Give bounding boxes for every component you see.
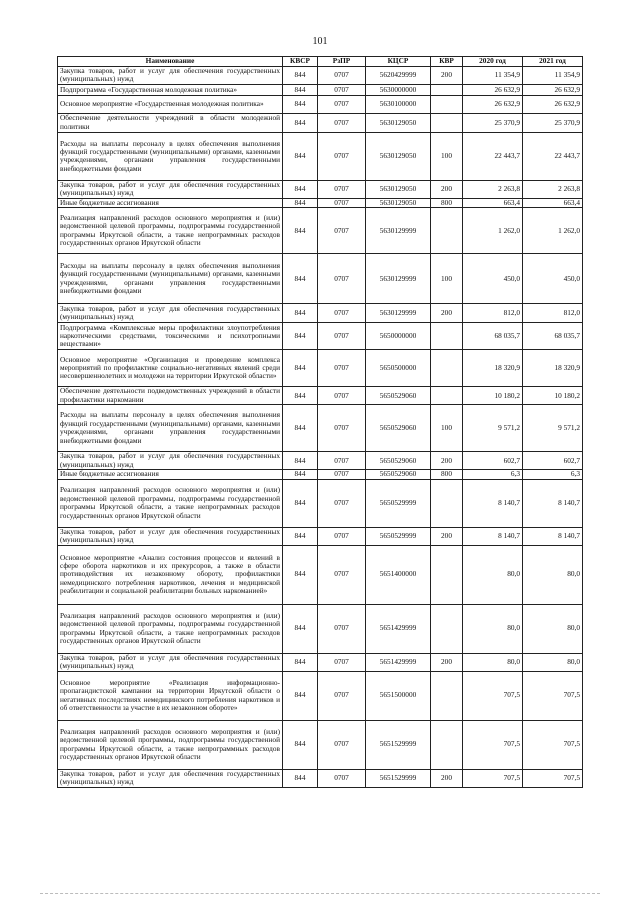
cell-rzpr: 0707 xyxy=(318,527,366,545)
table-row xyxy=(58,323,583,350)
cell-y2021: 68 035,7 xyxy=(523,323,583,350)
cell-kcsr: 5651529999 xyxy=(366,720,431,769)
cell-kcsr: 5650529999 xyxy=(366,479,431,527)
cell-ksr: 844 xyxy=(283,132,318,180)
cell-y2021: 80,0 xyxy=(523,604,583,653)
cell-kcsr: 5651529999 xyxy=(366,769,431,787)
table-row xyxy=(58,254,583,304)
cell-kvr: 200 xyxy=(431,67,463,85)
header-2020: 2020 год xyxy=(463,57,523,67)
cell-kvr: 100 xyxy=(431,254,463,304)
cell-y2021: 18 320,9 xyxy=(523,350,583,387)
cell-kvr: 200 xyxy=(431,452,463,470)
table-row xyxy=(58,479,583,527)
header-2021: 2021 год xyxy=(523,57,583,67)
cell-kvr xyxy=(431,208,463,254)
cell-kcsr: 5651500000 xyxy=(366,671,431,720)
cell-name: Иные бюджетные ассигнования xyxy=(58,198,283,207)
table-row xyxy=(58,95,583,113)
cell-name: Реализация направлений расходов основного мероприятия и (или) ведомственной целевой программы, подпрограммы государственной программы Иркутской области, а также непрограммных расходов государственных органов Иркутской области xyxy=(58,208,283,254)
cell-y2021: 9 571,2 xyxy=(523,405,583,452)
cell-kcsr: 5630129050 xyxy=(366,113,431,132)
cell-y2020: 26 632,9 xyxy=(463,84,523,95)
cell-rzpr: 0707 xyxy=(318,671,366,720)
cell-kcsr: 5650000000 xyxy=(366,323,431,350)
budget-table xyxy=(57,56,583,788)
cell-ksr: 844 xyxy=(283,769,318,787)
cell-ksr: 844 xyxy=(283,113,318,132)
cell-rzpr: 0707 xyxy=(318,132,366,180)
cell-y2021: 80,0 xyxy=(523,653,583,671)
cell-kvr xyxy=(431,84,463,95)
cell-y2020: 812,0 xyxy=(463,304,523,323)
cell-ksr: 844 xyxy=(283,452,318,470)
table-row xyxy=(58,304,583,323)
cell-ksr: 844 xyxy=(283,604,318,653)
cell-kcsr: 5630100000 xyxy=(366,95,431,113)
cell-ksr: 844 xyxy=(283,527,318,545)
cell-y2020: 26 632,9 xyxy=(463,95,523,113)
cell-rzpr: 0707 xyxy=(318,452,366,470)
cell-ksr: 844 xyxy=(283,95,318,113)
cell-rzpr: 0707 xyxy=(318,653,366,671)
cell-rzpr: 0707 xyxy=(318,470,366,479)
cell-name: Реализация направлений расходов основного мероприятия и (или) ведомственной целевой программы, подпрограммы государственной программы Иркутской области, а также непрограммных расходов государственных органов Иркутской области xyxy=(58,720,283,769)
cell-name: Обеспечение деятельности подведомственных учреждений в области профилактики наркомании xyxy=(58,387,283,405)
cell-y2021: 6,3 xyxy=(523,470,583,479)
cell-kvr: 100 xyxy=(431,132,463,180)
cell-name: Подпрограмма «Государственная молодежная политика» xyxy=(58,84,283,95)
cell-kvr xyxy=(431,113,463,132)
table-row xyxy=(58,720,583,769)
cell-rzpr: 0707 xyxy=(318,95,366,113)
cell-y2021: 707,5 xyxy=(523,671,583,720)
cell-kvr: 200 xyxy=(431,180,463,198)
cell-y2021: 26 632,9 xyxy=(523,84,583,95)
cell-y2021: 812,0 xyxy=(523,304,583,323)
table-row xyxy=(58,545,583,604)
cell-y2021: 80,0 xyxy=(523,545,583,604)
cell-rzpr: 0707 xyxy=(318,769,366,787)
cell-y2021: 10 180,2 xyxy=(523,387,583,405)
table-row xyxy=(58,113,583,132)
cell-rzpr: 0707 xyxy=(318,350,366,387)
cell-y2020: 68 035,7 xyxy=(463,323,523,350)
cell-y2020: 11 354,9 xyxy=(463,67,523,85)
cell-kvr: 200 xyxy=(431,304,463,323)
cell-kvr: 800 xyxy=(431,198,463,207)
cell-y2020: 602,7 xyxy=(463,452,523,470)
cell-rzpr: 0707 xyxy=(318,67,366,85)
cell-kvr: 200 xyxy=(431,653,463,671)
cell-name: Реализация направлений расходов основного мероприятия и (или) ведомственной целевой программы, подпрограммы государственной программы Иркутской области, а также непрограммных расходов государственных органов Иркутской области xyxy=(58,479,283,527)
cell-kvr: 800 xyxy=(431,470,463,479)
cell-kcsr: 5630129999 xyxy=(366,208,431,254)
cell-kcsr: 5630129050 xyxy=(366,180,431,198)
cell-kvr xyxy=(431,604,463,653)
cell-rzpr: 0707 xyxy=(318,180,366,198)
cell-rzpr: 0707 xyxy=(318,323,366,350)
cell-ksr: 844 xyxy=(283,84,318,95)
cell-rzpr: 0707 xyxy=(318,84,366,95)
cell-rzpr: 0707 xyxy=(318,604,366,653)
header-rzpr: РзПР xyxy=(318,57,366,67)
cell-name: Обеспечение деятельности учреждений в области молодежной политики xyxy=(58,113,283,132)
table-row xyxy=(58,452,583,470)
cell-ksr: 844 xyxy=(283,653,318,671)
cell-kvr xyxy=(431,350,463,387)
cell-y2020: 707,5 xyxy=(463,720,523,769)
header-name: Наименование xyxy=(58,57,283,67)
cell-name: Закупка товаров, работ и услуг для обеспечения государственных (муниципальных) нужд xyxy=(58,304,283,323)
cell-y2020: 22 443,7 xyxy=(463,132,523,180)
cell-y2021: 8 140,7 xyxy=(523,527,583,545)
cell-ksr: 844 xyxy=(283,304,318,323)
cell-ksr: 844 xyxy=(283,208,318,254)
header-ksr: КВСР xyxy=(283,57,318,67)
cell-y2020: 663,4 xyxy=(463,198,523,207)
cell-y2020: 6,3 xyxy=(463,470,523,479)
cell-y2021: 11 354,9 xyxy=(523,67,583,85)
cell-kvr xyxy=(431,323,463,350)
cell-kcsr: 5630129999 xyxy=(366,304,431,323)
cell-ksr: 844 xyxy=(283,479,318,527)
cell-rzpr: 0707 xyxy=(318,304,366,323)
cell-kcsr: 5630129050 xyxy=(366,198,431,207)
cell-y2020: 2 263,8 xyxy=(463,180,523,198)
cell-name: Основное мероприятие «Государственная молодежная политика» xyxy=(58,95,283,113)
cell-name: Расходы на выплаты персоналу в целях обеспечения выполнения функций государственными (муниципальными) органами, казенными учреждениями, органами управления государственными внебюджетными фондами xyxy=(58,132,283,180)
page-number: 101 xyxy=(312,36,328,47)
cell-kvr xyxy=(431,545,463,604)
cell-ksr: 844 xyxy=(283,198,318,207)
page-bottom-divider xyxy=(40,893,600,894)
cell-y2020: 10 180,2 xyxy=(463,387,523,405)
cell-rzpr: 0707 xyxy=(318,545,366,604)
cell-y2020: 25 370,9 xyxy=(463,113,523,132)
cell-ksr: 844 xyxy=(283,387,318,405)
cell-kvr: 100 xyxy=(431,405,463,452)
cell-y2020: 707,5 xyxy=(463,769,523,787)
cell-y2020: 80,0 xyxy=(463,653,523,671)
cell-ksr: 844 xyxy=(283,323,318,350)
cell-y2020: 80,0 xyxy=(463,545,523,604)
cell-ksr: 844 xyxy=(283,67,318,85)
cell-kcsr: 5650500000 xyxy=(366,350,431,387)
cell-kcsr: 5630129999 xyxy=(366,254,431,304)
cell-kcsr: 5650529060 xyxy=(366,452,431,470)
cell-name: Подпрограмма «Комплексные меры профилактики злоупотребления наркотическими средствами, токсическими и психотропными веществами» xyxy=(58,323,283,350)
table-row xyxy=(58,67,583,85)
cell-ksr: 844 xyxy=(283,180,318,198)
cell-y2021: 602,7 xyxy=(523,452,583,470)
cell-name: Иные бюджетные ассигнования xyxy=(58,470,283,479)
cell-y2021: 25 370,9 xyxy=(523,113,583,132)
cell-kvr xyxy=(431,671,463,720)
cell-kvr xyxy=(431,387,463,405)
cell-kvr xyxy=(431,95,463,113)
cell-kvr: 200 xyxy=(431,769,463,787)
cell-y2021: 8 140,7 xyxy=(523,479,583,527)
cell-ksr: 844 xyxy=(283,545,318,604)
cell-ksr: 844 xyxy=(283,470,318,479)
cell-rzpr: 0707 xyxy=(318,254,366,304)
cell-kcsr: 5651429999 xyxy=(366,604,431,653)
table-row xyxy=(58,604,583,653)
cell-y2021: 663,4 xyxy=(523,198,583,207)
cell-kcsr: 5650529999 xyxy=(366,527,431,545)
cell-y2020: 8 140,7 xyxy=(463,479,523,527)
table-row xyxy=(58,132,583,180)
cell-y2021: 450,0 xyxy=(523,254,583,304)
table-row xyxy=(58,671,583,720)
table-row xyxy=(58,180,583,198)
cell-y2021: 26 632,9 xyxy=(523,95,583,113)
table-body xyxy=(58,67,583,788)
cell-name: Реализация направлений расходов основного мероприятия и (или) ведомственной целевой программы, подпрограммы государственной программы Иркутской области, а также непрограммных расходов государственных органов Иркутской области xyxy=(58,604,283,653)
cell-y2020: 450,0 xyxy=(463,254,523,304)
cell-y2020: 80,0 xyxy=(463,604,523,653)
cell-name: Основное мероприятие «Анализ состояния процессов и явлений в сфере оборота наркотиков и их прекурсоров, а также в области противодействия их незаконному обороту, профилактики немедицинского потребления наркотиков, лечения и медицинской реабилитации и социальной реабилитации больных наркоманией» xyxy=(58,545,283,604)
cell-rzpr: 0707 xyxy=(318,387,366,405)
cell-kcsr: 5650529060 xyxy=(366,387,431,405)
cell-name: Основное мероприятие «Реализация информационно-пропагандистской кампании на территории Иркутской области о негативных последствиях немедицинского потребления наркотиков и об ответственности за участие в их незаконном обороте» xyxy=(58,671,283,720)
cell-rzpr: 0707 xyxy=(318,208,366,254)
cell-y2020: 8 140,7 xyxy=(463,527,523,545)
table-row xyxy=(58,527,583,545)
table-row xyxy=(58,208,583,254)
cell-y2021: 2 263,8 xyxy=(523,180,583,198)
cell-rzpr: 0707 xyxy=(318,720,366,769)
table-row xyxy=(58,387,583,405)
cell-ksr: 844 xyxy=(283,671,318,720)
cell-rzpr: 0707 xyxy=(318,405,366,452)
table-row xyxy=(58,350,583,387)
header-kcsr: КЦСР xyxy=(366,57,431,67)
table-row xyxy=(58,470,583,479)
cell-y2020: 18 320,9 xyxy=(463,350,523,387)
cell-kcsr: 5650529060 xyxy=(366,470,431,479)
cell-rzpr: 0707 xyxy=(318,198,366,207)
cell-y2021: 22 443,7 xyxy=(523,132,583,180)
cell-kvr xyxy=(431,720,463,769)
cell-name: Основное мероприятие «Организация и проведение комплекса мероприятий по профилактике социально-негативных явлений среди несовершеннолетних и молодежи на территории Иркутской области» xyxy=(58,350,283,387)
cell-y2021: 707,5 xyxy=(523,720,583,769)
cell-name: Закупка товаров, работ и услуг для обеспечения государственных (муниципальных) нужд xyxy=(58,180,283,198)
cell-y2021: 707,5 xyxy=(523,769,583,787)
table-row xyxy=(58,198,583,207)
table-row xyxy=(58,769,583,787)
cell-kcsr: 5620429999 xyxy=(366,67,431,85)
cell-kvr: 200 xyxy=(431,527,463,545)
cell-name: Закупка товаров, работ и услуг для обеспечения государственных (муниципальных) нужд xyxy=(58,653,283,671)
cell-name: Закупка товаров, работ и услуг для обеспечения государственных (муниципальных) нужд xyxy=(58,452,283,470)
table-row xyxy=(58,84,583,95)
cell-kcsr: 5630129050 xyxy=(366,132,431,180)
cell-name: Закупка товаров, работ и услуг для обеспечения государственных (муниципальных) нужд xyxy=(58,769,283,787)
cell-kcsr: 5651429999 xyxy=(366,653,431,671)
cell-kcsr: 5650529060 xyxy=(366,405,431,452)
table-row xyxy=(58,405,583,452)
cell-y2021: 1 262,0 xyxy=(523,208,583,254)
cell-rzpr: 0707 xyxy=(318,479,366,527)
cell-ksr: 844 xyxy=(283,254,318,304)
cell-kvr xyxy=(431,479,463,527)
cell-y2020: 707,5 xyxy=(463,671,523,720)
header-kvr: КВР xyxy=(431,57,463,67)
cell-name: Расходы на выплаты персоналу в целях обеспечения выполнения функций государственными (муниципальными) органами, казенными учреждениями, органами управления государственными внебюджетными фондами xyxy=(58,405,283,452)
cell-kcsr: 5630000000 xyxy=(366,84,431,95)
cell-name: Закупка товаров, работ и услуг для обеспечения государственных (муниципальных) нужд xyxy=(58,67,283,85)
cell-ksr: 844 xyxy=(283,405,318,452)
table-header-row xyxy=(58,57,583,67)
cell-y2020: 1 262,0 xyxy=(463,208,523,254)
cell-name: Закупка товаров, работ и услуг для обеспечения государственных (муниципальных) нужд xyxy=(58,527,283,545)
cell-name: Расходы на выплаты персоналу в целях обеспечения выполнения функций государственными (муниципальными) органами, казенными учреждениями, органами управления государственными внебюджетными фондами xyxy=(58,254,283,304)
cell-ksr: 844 xyxy=(283,720,318,769)
table-row xyxy=(58,653,583,671)
cell-y2020: 9 571,2 xyxy=(463,405,523,452)
cell-ksr: 844 xyxy=(283,350,318,387)
cell-rzpr: 0707 xyxy=(318,113,366,132)
cell-kcsr: 5651400000 xyxy=(366,545,431,604)
